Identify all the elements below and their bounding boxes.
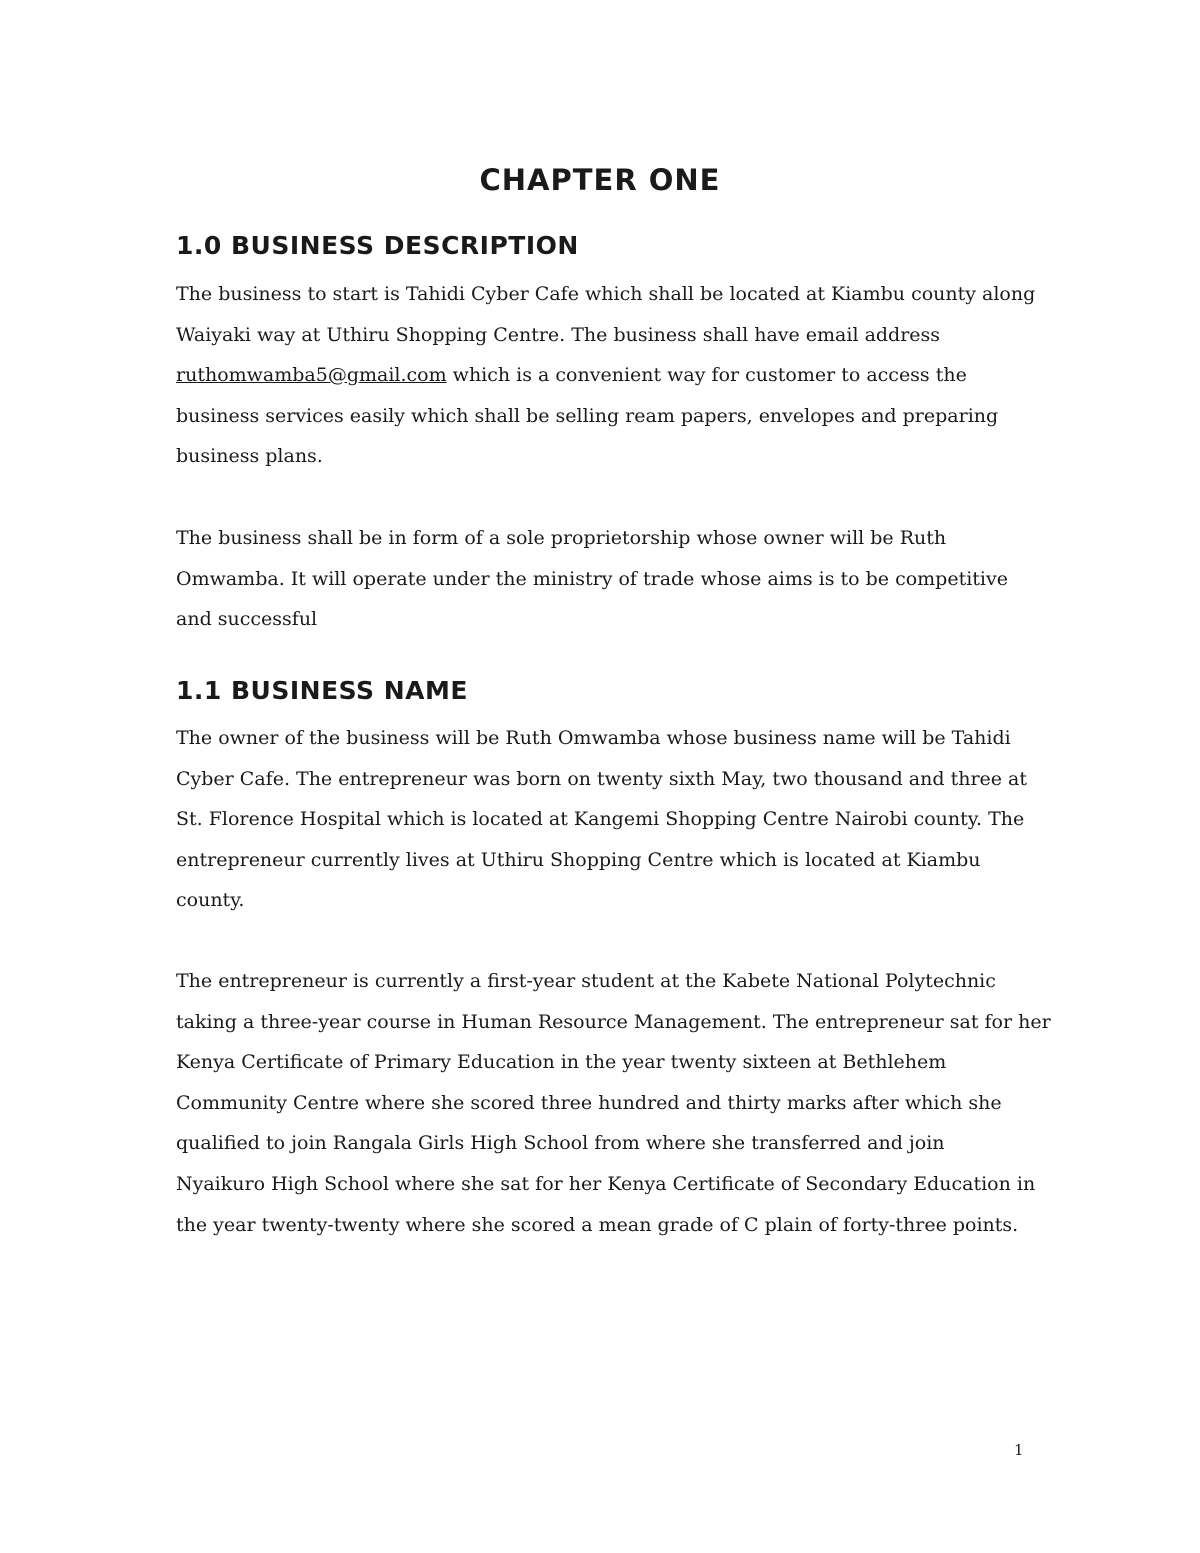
text-line: county.: [176, 889, 245, 912]
text-line-with-email: [176, 355, 1036, 396]
text-line: business services easily which shall be selling ream papers, envelopes and preparing: [176, 404, 999, 427]
paragraph-business-name: [176, 718, 1036, 921]
text-line: Waiyaki way at Uthiru Shopping Centre. The business shall have email address: [176, 323, 941, 346]
section-heading-business-name: 1.1 BUSINESS NAME: [176, 676, 468, 705]
text-line: Community Centre where she scored three hundred and thirty marks after which she: [176, 1091, 1002, 1114]
text-line: St. Florence Hospital which is located at Kangemi Shopping Centre Nairobi county. The: [176, 808, 1025, 831]
page-number: 1: [1014, 1441, 1024, 1459]
chapter-title: CHAPTER ONE: [479, 163, 721, 197]
text-line: entrepreneur currently lives at Uthiru Shopping Centre which is located at Kiambu: [176, 848, 981, 871]
email-link[interactable]: ruthomwamba5@gmail.com: [176, 364, 447, 387]
paragraph-education: [176, 961, 1051, 1245]
paragraph-business-description: [176, 274, 1036, 477]
text-line: The owner of the business will be Ruth Omwamba whose business name will be Tahidi: [176, 727, 1011, 749]
paragraph-ownership: [176, 518, 1036, 640]
text-line: and successful: [176, 608, 318, 631]
text-line: qualified to join Rangala Girls High School from where she transferred and join: [176, 1132, 945, 1155]
text-line-rest: which is a convenient way for customer to access the: [446, 364, 967, 387]
text-line: business plans.: [176, 445, 323, 468]
text-line: Cyber Cafe. The entrepreneur was born on twenty sixth May, two thousand and three at: [176, 767, 1028, 790]
text-line: The business shall be in form of a sole proprietorship whose owner will be Ruth: [176, 527, 947, 549]
text-line: The business to start is Tahidi Cyber Cafe which shall be located at Kiambu county along: [176, 283, 1036, 305]
text-line: taking a three-year course in Human Resource Management. The entrepreneur sat for her: [176, 1010, 1051, 1033]
text-line: the year twenty-twenty where she scored a mean grade of C plain of forty-three points.: [176, 1213, 1019, 1236]
text-line: Nyaikuro High School where she sat for her Kenya Certificate of Secondary Education in: [176, 1172, 1036, 1195]
text-line: Omwamba. It will operate under the ministry of trade whose aims is to be competitive: [176, 567, 1008, 590]
section-heading-business-description: 1.0 BUSINESS DESCRIPTION: [176, 231, 579, 260]
text-line: The entrepreneur is currently a first-year student at the Kabete National Polytechnic: [176, 970, 996, 992]
text-line: Kenya Certificate of Primary Education in the year twenty sixteen at Bethlehem: [176, 1051, 947, 1074]
